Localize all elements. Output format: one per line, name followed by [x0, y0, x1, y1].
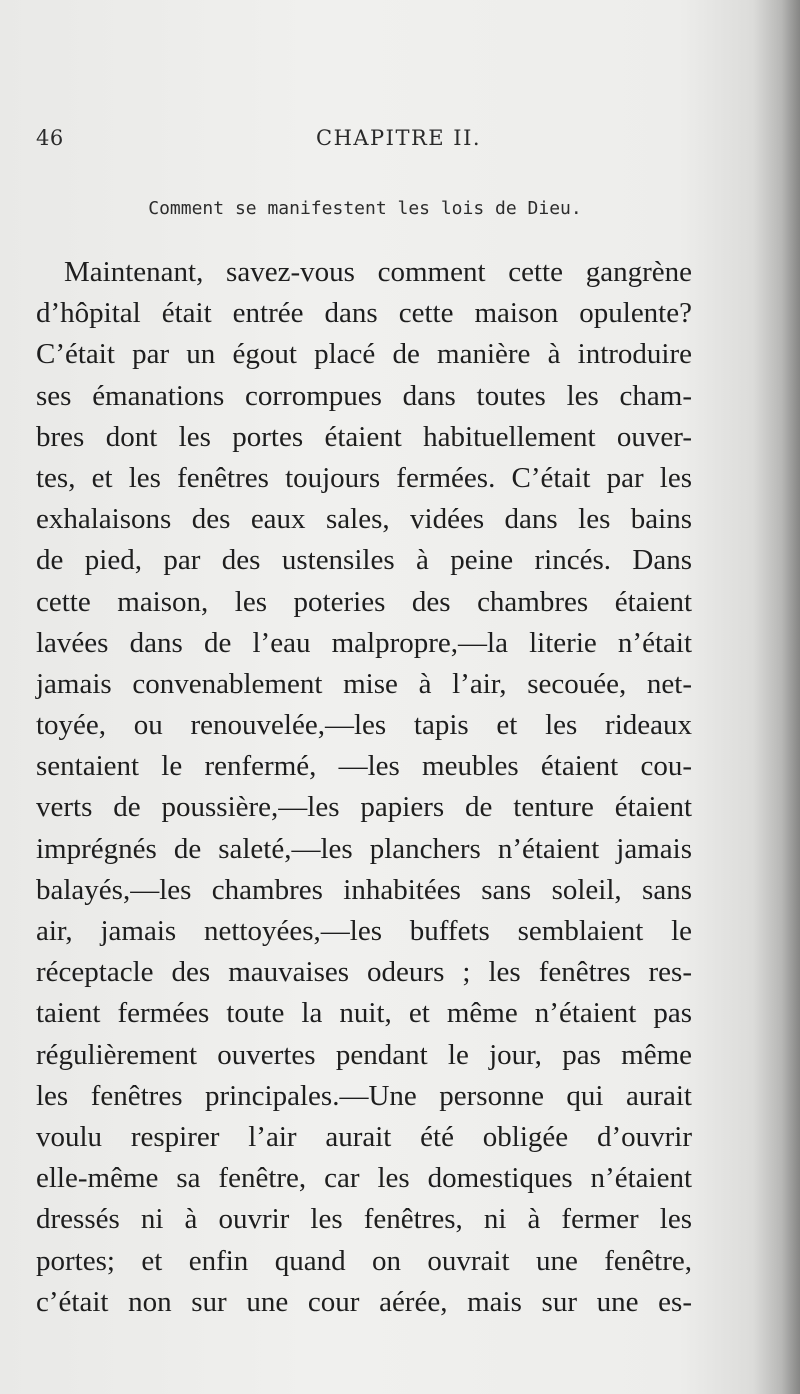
body-text [36, 252, 692, 1323]
page-number: 46 [36, 126, 64, 150]
text-line: taient fermées toute la nuit, et même n’étaient pas [36, 997, 692, 1030]
text-line: exhalaisons des eaux sales, vidées dans les bains [36, 503, 692, 536]
text-line: elle-même sa fenêtre, car les domestiques n’étaient [36, 1162, 692, 1195]
text-line: C’était par un égout placé de manière à introduire [36, 338, 692, 371]
text-line: d’hôpital était entrée dans cette maison opulente? [36, 297, 692, 330]
running-title: CHAPITRE II. [316, 126, 482, 150]
text-line: dressés ni à ouvrir les fenêtres, ni à fermer les [36, 1203, 692, 1236]
text-line: les fenêtres principales.—Une personne qui aurait [36, 1079, 692, 1112]
text-line: réceptacle des mauvaises odeurs ; les fenêtres res- [36, 956, 692, 989]
text-line: Maintenant, savez-vous comment cette gangrène [64, 256, 692, 288]
text-line: air, jamais nettoyées,—les buffets semblaient le [36, 915, 692, 947]
text-line: sentaient le renfermé, —les meubles étaient cou- [36, 750, 692, 783]
text-line: imprégnés de saleté,—les planchers n’étaient jamais [36, 832, 692, 865]
text-line: toyée, ou renouvelée,—les tapis et les rideaux [36, 709, 692, 742]
text-line: ses émanations corrompues dans toutes les cham- [36, 379, 692, 412]
text-line: tes, et les fenêtres toujours fermées. C’était par les [36, 461, 692, 494]
text-line: jamais convenablement mise à l’air, secouée, net- [36, 667, 692, 700]
section-subtitle [0, 198, 730, 219]
text-line: voulu respirer l’air aurait été obligée d’ouvrir [36, 1120, 692, 1153]
text-line: c’était non sur une cour aérée, mais sur une es- [36, 1285, 692, 1318]
text-line: balayés,—les chambres inhabitées sans soleil, sans [36, 873, 692, 906]
text-line: verts de poussière,—les papiers de tenture étaient [36, 791, 692, 824]
text-line: régulièrement ouvertes pendant le jour, pas même [36, 1038, 692, 1071]
page-header [36, 126, 696, 158]
text-line: lavées dans de l’eau malpropre,—la literie n’était [36, 626, 692, 659]
page-gutter-shadow [754, 0, 800, 1394]
text-line: cette maison, les poteries des chambres étaient [36, 585, 692, 618]
text-line: portes; et enfin quand on ouvrait une fenêtre, [36, 1244, 692, 1277]
text-line: bres dont les portes étaient habituellement ouver- [36, 420, 692, 453]
subtitle-text: Comment se manifestent les lois de Dieu. [148, 198, 582, 219]
text-line: de pied, par des ustensiles à peine rincés. Dans [36, 544, 692, 577]
